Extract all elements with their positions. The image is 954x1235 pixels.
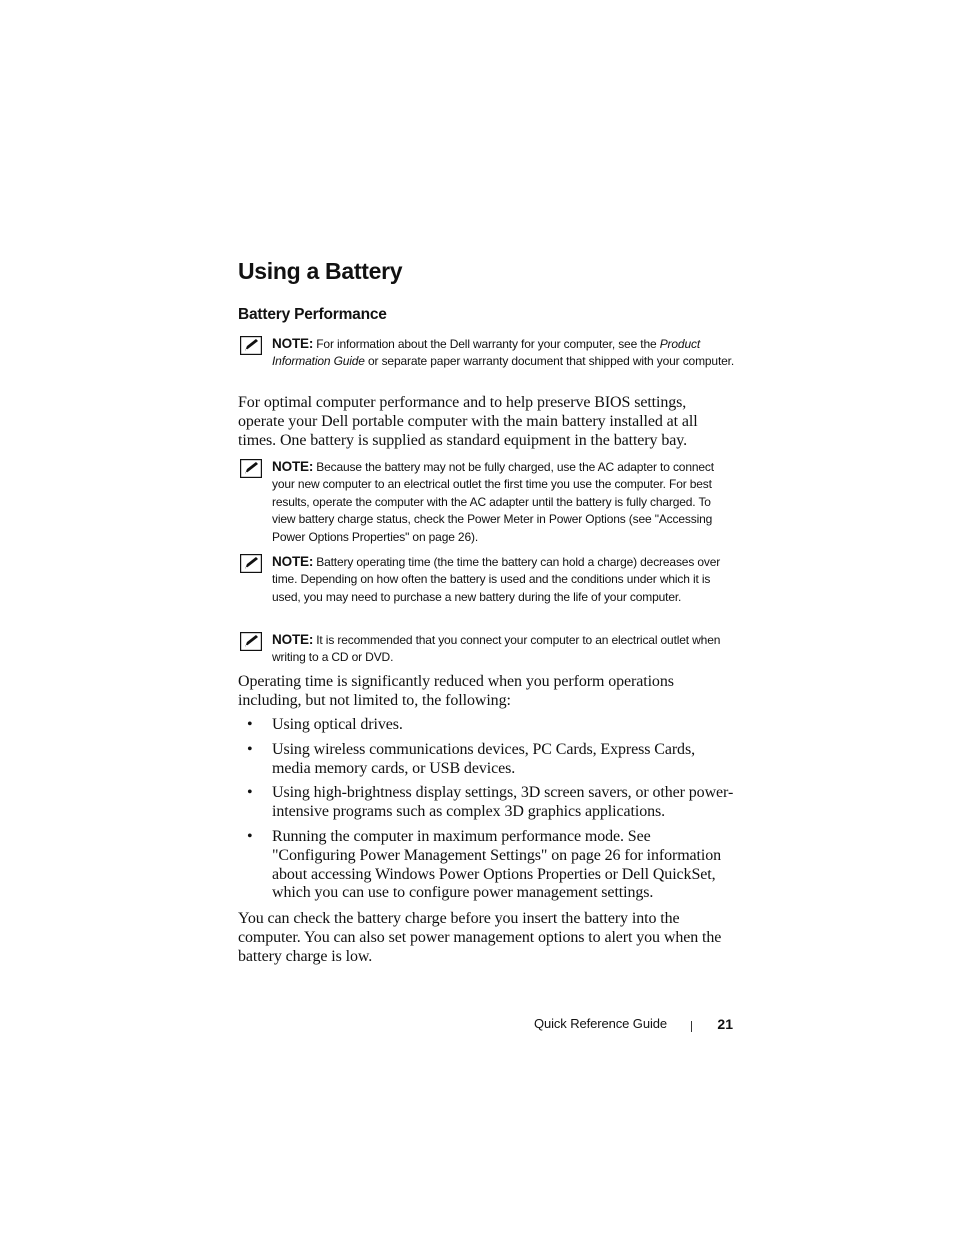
- note-label: NOTE:: [272, 459, 314, 474]
- note-pencil-icon: [240, 554, 262, 573]
- note-label: NOTE:: [272, 554, 314, 569]
- list-item: [238, 716, 735, 735]
- note-block-3: [238, 553, 735, 606]
- note-block-2: [238, 458, 735, 546]
- page-footer: [238, 1014, 735, 1034]
- body-paragraph-2: Operating time is significantly reduced when you perform operations including, but not limited to, the following:: [238, 673, 674, 709]
- note-text: Battery operating time (the time the battery can hold a charge) decreases over time. Depending on how often the battery is used and the conditions under which it is used, you may need to purchase a new battery during the life of your computer.: [272, 555, 721, 604]
- list-item-text: Running the computer in maximum performance mode. See "Configuring Power Management Settings" on page 26 for information about accessing Windows Power Options Properties or Dell QuickSet, which you can use to configure power management settings.: [272, 827, 722, 902]
- body-paragraph-1: For optimal computer performance and to help preserve BIOS settings, operate your Dell portable computer with the main battery installed at all times. One battery is supplied as standard equipment in the battery bay.: [238, 394, 698, 449]
- note-pencil-icon: [240, 336, 262, 355]
- list-item-text: Using wireless communications devices, PC Cards, Express Cards, media memory cards, or USB devices.: [272, 740, 695, 777]
- note-text: Because the battery may not be fully charged, use the AC adapter to connect your new computer to an electrical outlet the first time you use the computer. For best results, operate the computer with the AC adapter until the battery is fully charged. To view battery charge status, check the Power Meter in Power Options (see "Accessing Power Options Properties" on page 26).: [272, 460, 714, 544]
- note-block-1: [238, 335, 735, 371]
- note-pencil-icon: [240, 459, 262, 478]
- note-label: NOTE:: [272, 336, 314, 351]
- footer-divider: [691, 1021, 692, 1032]
- footer-guide-title: Quick Reference Guide: [533, 1016, 667, 1031]
- section-heading: Battery Performance: [238, 306, 387, 323]
- note-pencil-icon: [240, 632, 262, 651]
- note-text: It is recommended that you connect your computer to an electrical outlet when writing to a CD or DVD.: [272, 633, 721, 665]
- note-block-4: [238, 631, 735, 667]
- note-text: or separate paper warranty document that shipped with your computer.: [364, 354, 735, 369]
- bullet-list: [238, 716, 735, 903]
- list-item: [238, 828, 735, 903]
- note-label: NOTE:: [272, 632, 314, 647]
- body-paragraph-3: You can check the battery charge before you insert the battery into the computer. You can also set power management options to alert you when the battery charge is low.: [238, 910, 722, 965]
- page-number: 21: [717, 1016, 733, 1032]
- bullet-marker: •: [247, 740, 253, 758]
- list-item: [238, 784, 735, 822]
- list-item-text: Using high-brightness display settings, 3D screen savers, or other power-intensive programs such as complex 3D graphics applications.: [272, 784, 734, 821]
- list-item: [238, 741, 735, 779]
- bullet-marker: •: [247, 716, 253, 733]
- bullet-marker: •: [247, 784, 253, 802]
- note-emphasis-text: Product Information Guide: [272, 337, 701, 369]
- list-item-text: Using optical drives.: [272, 716, 403, 733]
- page-title: Using a Battery: [238, 258, 403, 284]
- bullet-marker: •: [247, 827, 253, 845]
- note-text: For information about the Dell warranty for your computer, see the: [316, 337, 660, 351]
